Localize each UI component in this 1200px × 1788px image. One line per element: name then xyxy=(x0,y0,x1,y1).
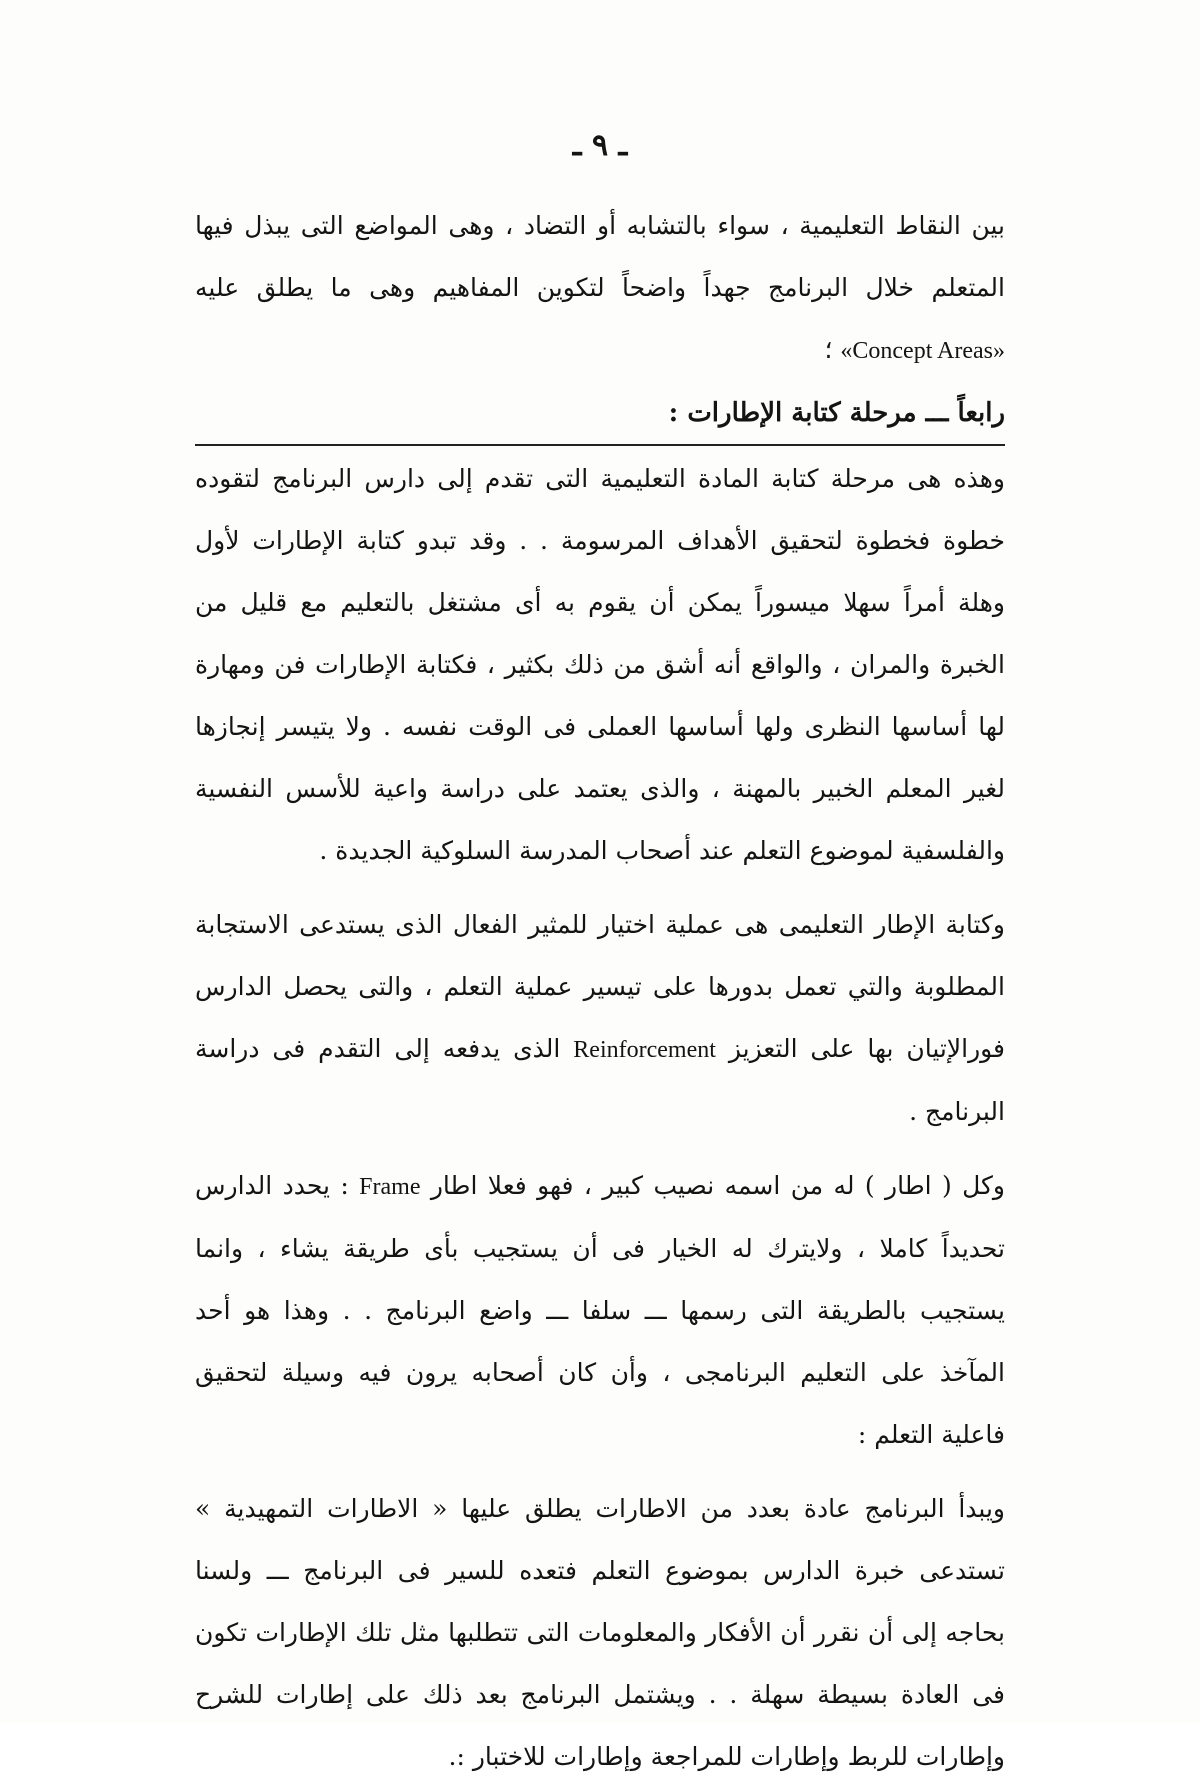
paragraph-3-text-before: وكل ( اطار ) له من اسمه نصيب كبير ، فهو فعلا اطار xyxy=(430,1171,1006,1200)
paragraph-2-text-after: الذى يدفعه إلى التقدم فى دراسة البرنامج . xyxy=(195,1034,1005,1126)
horizontal-rule xyxy=(195,444,1005,446)
frame-term: Frame xyxy=(359,1174,421,1200)
body-text xyxy=(195,195,1005,1788)
paragraph-4: ويبدأ البرنامج عادة بعدد من الاطارات يطلق عليها « الاطارات التمهيدية » تستدعى خبرة الدارس بموضوع التعلم فتعده للسير فى البرنامج ـــ ولسنا بحاجه إلى أن نقرر أن الأفكار والمعلومات التى تتطلبها مثل تلك الإطارات تكون فى العادة بسيطة سهلة . . ويشتمل البرنامج بعد ذلك على إطارات للشرح وإطارات للربط وإطارات للمراجعة وإطارات للاختبار :. xyxy=(195,1494,1005,1771)
paragraph-3 xyxy=(195,1155,1005,1466)
concept-areas-term: «Concept Areas» xyxy=(840,338,1005,364)
paragraph-2 xyxy=(195,894,1005,1143)
intro-text: بين النقاط التعليمية ، سواء بالتشابه أو التضاد ، وهى المواضع التى يبذل فيها المتعلم خلال البرنامج جهداً واضحاً لتكوين المفاهيم وهى ما يطلق عليه xyxy=(195,211,1005,302)
paragraph-1: وهذه هى مرحلة كتابة المادة التعليمية التى تقدم إلى دارس البرنامج لتقوده خطوة فخطوة لتحقيق الأهداف المرسومة . . وقد تبدو كتابة الإطارات لأول وهلة أمراً سهلا ميسوراً يمكن أن يقوم به أى مشتغل بالتعليم مع قليل من الخبرة والمران ، والواقع أنه أشق من ذلك بكثير ، فكتابة الإطارات فن ومهارة لها أساسها النظرى ولها أساسها العملى فى الوقت نفسه . ولا يتيسر إنجازها لغير المعلم الخبير بالمهنة ، والذى يعتمد على دراسة واعية للأسس النفسية والفلسفية لموضوع التعلم عند أصحاب المدرسة السلوكية الجديدة . xyxy=(195,464,1005,865)
intro-paragraph: بين النقاط التعليمية ، سواء بالتشابه أو التضاد ، وهى المواضع التى يبذل فيها المتعلم خلال البرنامج جهداً واضحاً لتكوين المفاهيم وهى ما يطلق عليه «Concept Areas» ؛ xyxy=(195,211,1005,364)
page-number: ـ ٩ ـ xyxy=(572,128,628,163)
paragraph-2-text-before: وكتابة الإطار التعليمى هى عملية اختيار للمثير الفعال الذى يستدعى الاستجابة المطلوبة والتي تعمل بدورها على تيسير عملية التعلم ، والتى يحصل الدارس فورالإتيان بها على التعزيز xyxy=(195,910,1006,1063)
paragraph-3-text-after: : يحدد الدارس تحديداً كاملا ، ولايترك له الخيار فى أن يستجيب بأى طريقة يشاء ، وانما يستجيب بالطريقة التى رسمها ـــ سلفا ـــ واضع البرنامج . . وهذا هو أحد المآخذ على التعليم البرنامجى ، وأن كان أصحابه يرون فيه وسيلة لتحقيق فاعلية التعلم : xyxy=(195,1171,1005,1449)
reinforcement-term: Reinforcement xyxy=(573,1037,716,1063)
section-heading: رابعاً ـــ مرحلة كتابة الإطارات : xyxy=(668,398,1005,428)
